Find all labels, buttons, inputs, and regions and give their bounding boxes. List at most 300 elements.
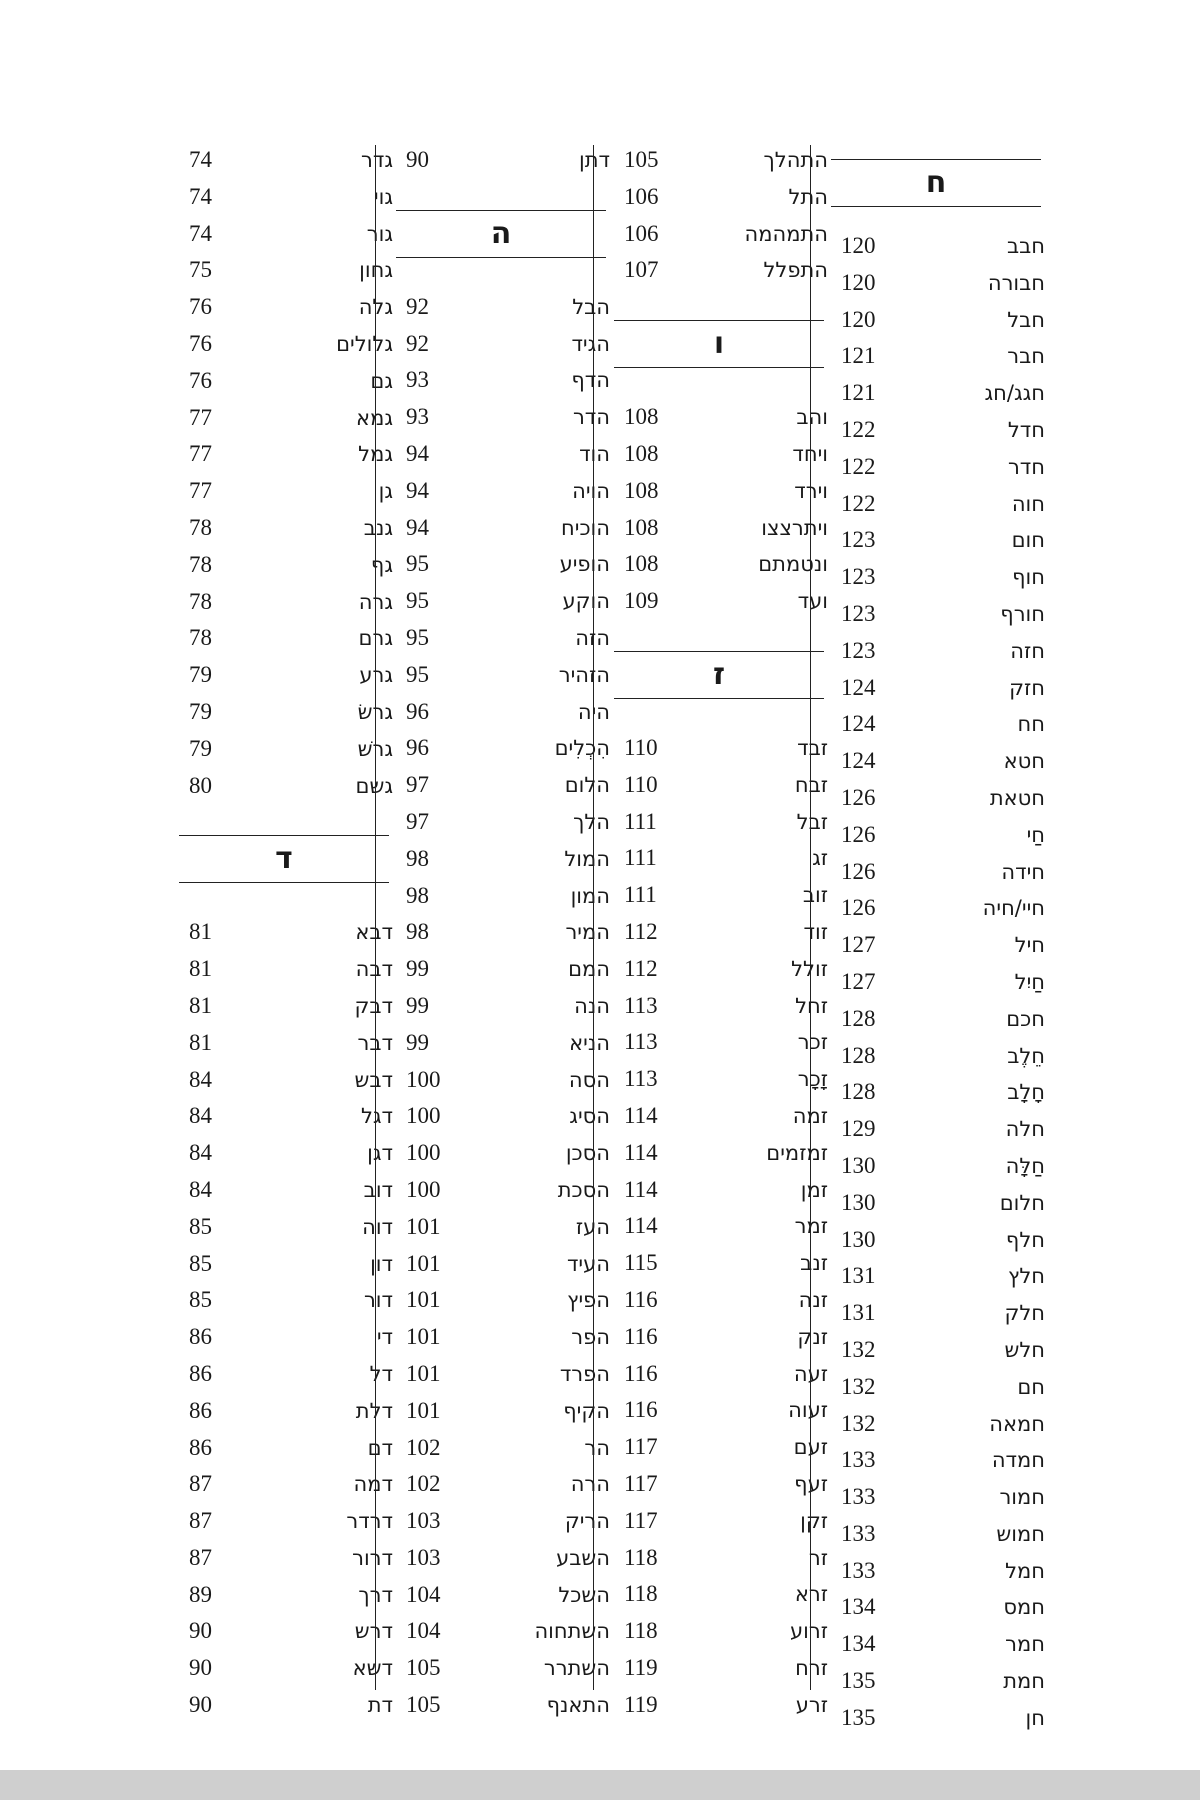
- entry-page-number: 97: [406, 808, 429, 834]
- entry-word: דרור: [352, 1545, 393, 1570]
- index-entry: [175, 731, 393, 768]
- entry-word: הזהיר: [558, 662, 610, 687]
- entry-page-number: 116: [624, 1286, 658, 1312]
- index-entry: [827, 817, 1045, 854]
- index-entry: [175, 1577, 393, 1614]
- index-entry: [392, 1466, 610, 1503]
- entry-page-number: 98: [406, 919, 429, 945]
- entry-word: גרם: [358, 626, 393, 651]
- entry-page-number: 100: [406, 1103, 441, 1129]
- index-entry: [392, 1282, 610, 1319]
- entry-word: דגל: [360, 1104, 393, 1129]
- entry-page-number: 128: [841, 1005, 876, 1031]
- entry-page-number: 121: [841, 343, 876, 369]
- entry-word: זקן: [800, 1508, 828, 1533]
- entry-page-number: 124: [841, 711, 876, 737]
- entry-page-number: 81: [189, 1029, 212, 1055]
- entry-word: חבב: [1006, 234, 1045, 258]
- entry-page-number: 113: [624, 1066, 658, 1092]
- entry-page-number: 133: [841, 1557, 876, 1583]
- entry-word: דוה: [362, 1214, 393, 1239]
- column-divider: [593, 145, 594, 1690]
- entry-word: גמל: [358, 442, 393, 467]
- index-entry: [610, 1024, 828, 1061]
- entry-page-number: 90: [406, 147, 429, 172]
- entry-page-number: 101: [406, 1213, 441, 1239]
- entry-word: חלה: [1005, 1117, 1045, 1142]
- index-entry: [827, 633, 1045, 670]
- index-entry: [610, 1687, 828, 1724]
- index-entry: [175, 510, 393, 547]
- index-entry: [610, 988, 828, 1025]
- index-entry: [827, 1589, 1045, 1626]
- entry-page-number: 96: [406, 698, 429, 724]
- index-entry: [610, 1429, 828, 1466]
- index-entry: [175, 436, 393, 473]
- entry-word: זמן: [800, 1177, 828, 1202]
- entry-word: הזה: [575, 625, 610, 650]
- index-entry: [392, 1062, 610, 1099]
- entry-word: דתן: [579, 148, 610, 172]
- entry-word: הדר: [572, 405, 610, 430]
- index-entry: [392, 620, 610, 657]
- entry-page-number: 77: [189, 441, 212, 467]
- index-entry: [610, 1576, 828, 1613]
- entry-word: חזה: [1010, 638, 1045, 663]
- entry-word: דת: [367, 1693, 393, 1718]
- entry-word: העז: [575, 1214, 610, 1239]
- entry-word: הסה: [568, 1067, 610, 1092]
- index-column-1: [175, 142, 393, 1724]
- index-entry: [827, 1258, 1045, 1295]
- entry-word: דור: [363, 1288, 393, 1313]
- entry-page-number: 105: [406, 1692, 441, 1718]
- entry-page-number: 89: [189, 1581, 212, 1607]
- entry-word: הנה: [574, 993, 610, 1018]
- entry-page-number: 120: [841, 233, 876, 258]
- entry-word: זבל: [796, 809, 828, 834]
- index-entry: [827, 1332, 1045, 1369]
- index-entry: [392, 399, 610, 436]
- entry-page-number: 79: [189, 698, 212, 724]
- entry-page-number: 115: [624, 1250, 658, 1276]
- entry-page-number: 135: [841, 1704, 876, 1730]
- entry-page-number: 77: [189, 404, 212, 430]
- index-entry: [392, 988, 610, 1025]
- entry-word: זרע: [795, 1692, 828, 1717]
- entry-word: זוב: [802, 883, 828, 908]
- index-entry: [827, 1038, 1045, 1075]
- entry-page-number: 111: [624, 882, 657, 908]
- index-entry: [610, 730, 828, 767]
- index-entry: [610, 1282, 828, 1319]
- entry-page-number: 76: [189, 330, 212, 356]
- index-entry: [175, 179, 393, 216]
- index-entry: [175, 216, 393, 253]
- index-entry: [175, 289, 393, 326]
- entry-page-number: 95: [406, 551, 429, 577]
- index-entry: [175, 400, 393, 437]
- entry-word: הופיע: [559, 552, 610, 577]
- entry-page-number: 84: [189, 1140, 212, 1166]
- entry-page-number: 130: [841, 1189, 876, 1215]
- entry-page-number: 112: [624, 955, 658, 981]
- entry-word: זכר: [797, 1030, 828, 1055]
- index-entry: [392, 1356, 610, 1393]
- index-entry: [827, 1074, 1045, 1111]
- entry-word: דבה: [355, 957, 393, 982]
- entry-page-number: 81: [189, 956, 212, 982]
- index-entry: [827, 1111, 1045, 1148]
- entry-word: גדר: [361, 148, 393, 172]
- entry-page-number: 81: [189, 992, 212, 1018]
- entry-page-number: 86: [189, 1324, 212, 1350]
- entry-word: דוב: [363, 1177, 393, 1202]
- entry-page-number: 135: [841, 1668, 876, 1694]
- index-entry: [175, 914, 393, 951]
- entry-page-number: 113: [624, 992, 658, 1018]
- entry-word: דל: [369, 1361, 393, 1386]
- entry-page-number: 86: [189, 1360, 212, 1386]
- entry-word: זעה: [793, 1361, 828, 1386]
- entry-page-number: 122: [841, 453, 876, 479]
- index-entry: [175, 547, 393, 584]
- entry-page-number: 133: [841, 1484, 876, 1510]
- index-entry: [392, 1503, 610, 1540]
- entry-page-number: 123: [841, 637, 876, 663]
- entry-word: גרה: [358, 589, 393, 614]
- entry-page-number: 99: [406, 992, 429, 1018]
- column-divider: [375, 145, 376, 1690]
- entry-page-number: 95: [406, 661, 429, 687]
- entry-page-number: 109: [624, 588, 659, 614]
- entry-word: זוד: [803, 919, 828, 944]
- entry-page-number: 102: [406, 1471, 441, 1497]
- index-column-3: [610, 142, 828, 1723]
- entry-word: הפיץ: [567, 1288, 610, 1313]
- entry-page-number: 97: [406, 772, 429, 798]
- entry-page-number: 120: [841, 306, 876, 332]
- entry-word: זרא: [794, 1582, 828, 1607]
- entry-word: זנק: [797, 1324, 828, 1349]
- entry-word: חום: [1011, 528, 1045, 553]
- entry-word: הוד: [579, 441, 610, 466]
- entry-page-number: 130: [841, 1226, 876, 1252]
- entry-word: חלף: [1005, 1227, 1045, 1252]
- entry-word: חטא: [1003, 749, 1045, 774]
- entry-word: זרח: [795, 1655, 828, 1680]
- entry-page-number: 101: [406, 1287, 441, 1313]
- entry-page-number: 114: [624, 1213, 658, 1239]
- index-entry: [175, 1613, 393, 1650]
- index-entry: [827, 1148, 1045, 1185]
- entry-word: דשא: [352, 1656, 393, 1681]
- index-entry: [827, 1479, 1045, 1516]
- entry-word: חטאת: [989, 785, 1045, 810]
- index-entry: [175, 326, 393, 363]
- index-entry: [175, 951, 393, 988]
- index-entry: [827, 265, 1045, 302]
- index-entry: [392, 694, 610, 731]
- index-entry: [827, 1406, 1045, 1443]
- entry-word: התאנף: [546, 1693, 610, 1718]
- entry-word: זר: [808, 1545, 828, 1570]
- entry-word: דרדר: [346, 1509, 393, 1534]
- entry-page-number: 92: [406, 293, 429, 319]
- entry-page-number: 110: [624, 734, 658, 760]
- entry-word: והב: [796, 405, 828, 430]
- entry-page-number: 74: [189, 147, 212, 172]
- index-entry: [392, 473, 610, 510]
- entry-page-number: 134: [841, 1631, 876, 1657]
- entry-page-number: 119: [624, 1654, 658, 1680]
- entry-word: הפרד: [559, 1361, 610, 1386]
- entry-word: וירד: [794, 478, 828, 503]
- index-entry: [392, 289, 610, 326]
- index-entry: [175, 1172, 393, 1209]
- entry-page-number: 108: [624, 477, 659, 503]
- entry-word: השבע: [556, 1545, 610, 1570]
- entry-word: חם: [1017, 1374, 1045, 1399]
- entry-word: חלץ: [1008, 1264, 1045, 1289]
- index-entry: [827, 854, 1045, 891]
- entry-page-number: 124: [841, 674, 876, 700]
- entry-word: גור: [366, 221, 393, 246]
- entry-page-number: 122: [841, 416, 876, 442]
- index-entry: [827, 486, 1045, 523]
- entry-word: הוכיח: [561, 515, 610, 540]
- entry-word: ויחד: [792, 441, 828, 466]
- entry-word: חוה: [1011, 491, 1045, 516]
- index-entry: [827, 780, 1045, 817]
- entry-page-number: 101: [406, 1397, 441, 1423]
- entry-word: גף: [370, 552, 393, 577]
- index-entry: [392, 914, 610, 951]
- entry-page-number: 94: [406, 477, 429, 503]
- entry-page-number: 123: [841, 527, 876, 553]
- index-entry: [610, 510, 828, 547]
- entry-word: חמל: [1005, 1558, 1045, 1583]
- index-entry: [827, 596, 1045, 633]
- index-entry: [175, 1135, 393, 1172]
- entry-word: זמר: [794, 1214, 828, 1239]
- index-entry: [392, 1172, 610, 1209]
- entry-page-number: 103: [406, 1508, 441, 1534]
- entry-page-number: 74: [189, 183, 212, 209]
- entry-word: חַיִל: [1014, 969, 1045, 994]
- entry-page-number: 96: [406, 735, 429, 761]
- entry-page-number: 85: [189, 1287, 212, 1313]
- entry-word: חח: [1017, 712, 1045, 737]
- index-entry: [827, 1001, 1045, 1038]
- index-entry: [610, 546, 828, 583]
- entry-word: חדל: [1007, 417, 1045, 442]
- index-entry: [392, 1650, 610, 1687]
- index-entry: [610, 1466, 828, 1503]
- entry-page-number: 106: [624, 220, 659, 246]
- entry-word: זמה: [792, 1103, 828, 1128]
- index-entry: [392, 583, 610, 620]
- index-entry: [392, 1687, 610, 1724]
- index-entry: [392, 362, 610, 399]
- entry-word: חַי: [1026, 822, 1045, 847]
- index-entry: [392, 1430, 610, 1467]
- entry-word: חמאה: [989, 1411, 1045, 1436]
- index-entry: [175, 1466, 393, 1503]
- index-entry: [610, 1319, 828, 1356]
- index-entry: [610, 1208, 828, 1245]
- entry-page-number: 87: [189, 1544, 212, 1570]
- index-entry: [827, 412, 1045, 449]
- letter-section-header: [175, 804, 393, 914]
- entry-word: חלק: [1004, 1301, 1045, 1326]
- entry-word: ועד: [797, 589, 828, 614]
- index-entry: [610, 877, 828, 914]
- index-entry: [610, 951, 828, 988]
- entry-page-number: 112: [624, 918, 658, 944]
- entry-word: הקיף: [563, 1398, 610, 1423]
- entry-word: דון: [370, 1251, 393, 1276]
- entry-word: הלום: [564, 773, 610, 798]
- entry-page-number: 129: [841, 1116, 876, 1142]
- entry-page-number: 132: [841, 1373, 876, 1399]
- entry-word: חוף: [1012, 565, 1045, 590]
- entry-word: הרה: [570, 1472, 610, 1497]
- header-rule: [831, 206, 1041, 207]
- entry-word: חבורה: [987, 270, 1045, 295]
- entry-word: גם: [370, 368, 393, 393]
- index-entry: [392, 657, 610, 694]
- index-entry: [175, 252, 393, 289]
- entry-page-number: 107: [624, 257, 659, 283]
- index-entry: [610, 1392, 828, 1429]
- index-entry: [175, 1650, 393, 1687]
- section-letter: ה: [490, 215, 512, 251]
- entry-page-number: 110: [624, 771, 658, 797]
- entry-word: חבל: [1007, 307, 1045, 332]
- entry-page-number: 105: [624, 147, 659, 172]
- entry-page-number: 78: [189, 588, 212, 614]
- entry-page-number: 128: [841, 1079, 876, 1105]
- entry-page-number: 119: [624, 1691, 658, 1717]
- index-entry: [610, 1356, 828, 1393]
- entry-page-number: 100: [406, 1140, 441, 1166]
- entry-page-number: 108: [624, 514, 659, 540]
- index-entry: [610, 252, 828, 289]
- entry-page-number: 130: [841, 1152, 876, 1178]
- entry-word: זבד: [797, 735, 828, 760]
- header-rule: [396, 257, 606, 258]
- index-entry: [610, 1098, 828, 1135]
- entry-page-number: 116: [624, 1360, 658, 1386]
- entry-page-number: 111: [624, 845, 657, 871]
- entry-word: זעוה: [788, 1398, 828, 1423]
- entry-word: זנב: [800, 1251, 828, 1276]
- entry-word: ונטמתם: [758, 552, 828, 577]
- entry-page-number: 85: [189, 1250, 212, 1276]
- entry-page-number: 108: [624, 551, 659, 577]
- entry-page-number: 128: [841, 1042, 876, 1068]
- letter-section-header: [610, 620, 828, 730]
- entry-word: חמוש: [996, 1521, 1045, 1546]
- entry-page-number: 126: [841, 821, 876, 847]
- entry-word: זחל: [795, 993, 828, 1018]
- entry-page-number: 118: [624, 1544, 658, 1570]
- index-entry: [175, 1356, 393, 1393]
- index-entry: [175, 1025, 393, 1062]
- entry-page-number: 132: [841, 1410, 876, 1436]
- entry-word: דבר: [357, 1030, 393, 1055]
- index-entry: [175, 363, 393, 400]
- entry-page-number: 114: [624, 1176, 658, 1202]
- entry-page-number: 103: [406, 1544, 441, 1570]
- entry-word: חגג/חג: [984, 381, 1045, 406]
- entry-page-number: 79: [189, 662, 212, 688]
- entry-word: חיי/חיה: [982, 896, 1045, 921]
- index-entry: [392, 1613, 610, 1650]
- entry-page-number: 126: [841, 784, 876, 810]
- entry-word: חורף: [1000, 601, 1045, 626]
- header-rule: [179, 882, 389, 883]
- entry-page-number: 126: [841, 858, 876, 884]
- entry-word: גרשׂ: [357, 699, 393, 724]
- entry-word: ויתרצצו: [761, 515, 828, 540]
- entry-word: דם: [367, 1435, 393, 1460]
- entry-word: דגן: [367, 1141, 393, 1166]
- index-column-4: [827, 138, 1045, 1737]
- index-entry: [827, 670, 1045, 707]
- index-entry: [175, 1246, 393, 1283]
- index-entry: [392, 1209, 610, 1246]
- index-entry: [827, 559, 1045, 596]
- index-entry: [392, 1135, 610, 1172]
- entry-page-number: 108: [624, 404, 659, 430]
- entry-word: חלש: [1004, 1337, 1045, 1362]
- entry-page-number: 126: [841, 895, 876, 921]
- entry-word: חמר: [1005, 1632, 1045, 1657]
- section-letter: ו: [713, 326, 725, 362]
- entry-page-number: 122: [841, 490, 876, 516]
- entry-word: הבל: [572, 294, 610, 319]
- index-entry: [175, 1687, 393, 1724]
- entry-word: חידה: [1001, 859, 1045, 884]
- index-entry: [392, 436, 610, 473]
- entry-word: התהלך: [763, 148, 828, 172]
- entry-word: זעף: [794, 1471, 828, 1496]
- index-entry: [175, 142, 393, 179]
- entry-word: גנב: [363, 515, 393, 540]
- index-entry: [610, 1650, 828, 1687]
- entry-word: גשם: [355, 773, 393, 798]
- entry-word: זרוע: [790, 1619, 828, 1644]
- entry-page-number: 76: [189, 294, 212, 320]
- entry-page-number: 93: [406, 367, 429, 393]
- entry-page-number: 87: [189, 1508, 212, 1534]
- index-entry: [827, 1626, 1045, 1663]
- index-entry: [827, 522, 1045, 559]
- entry-page-number: 98: [406, 882, 429, 908]
- entry-page-number: 84: [189, 1176, 212, 1202]
- column-divider: [810, 145, 811, 1690]
- index-entry: [827, 1222, 1045, 1259]
- entry-page-number: 117: [624, 1434, 658, 1460]
- index-entry: [827, 964, 1045, 1001]
- index-column-2: [392, 142, 610, 1724]
- index-entry: [175, 1062, 393, 1099]
- entry-page-number: 120: [841, 269, 876, 295]
- index-entry: [392, 510, 610, 547]
- entry-page-number: 85: [189, 1213, 212, 1239]
